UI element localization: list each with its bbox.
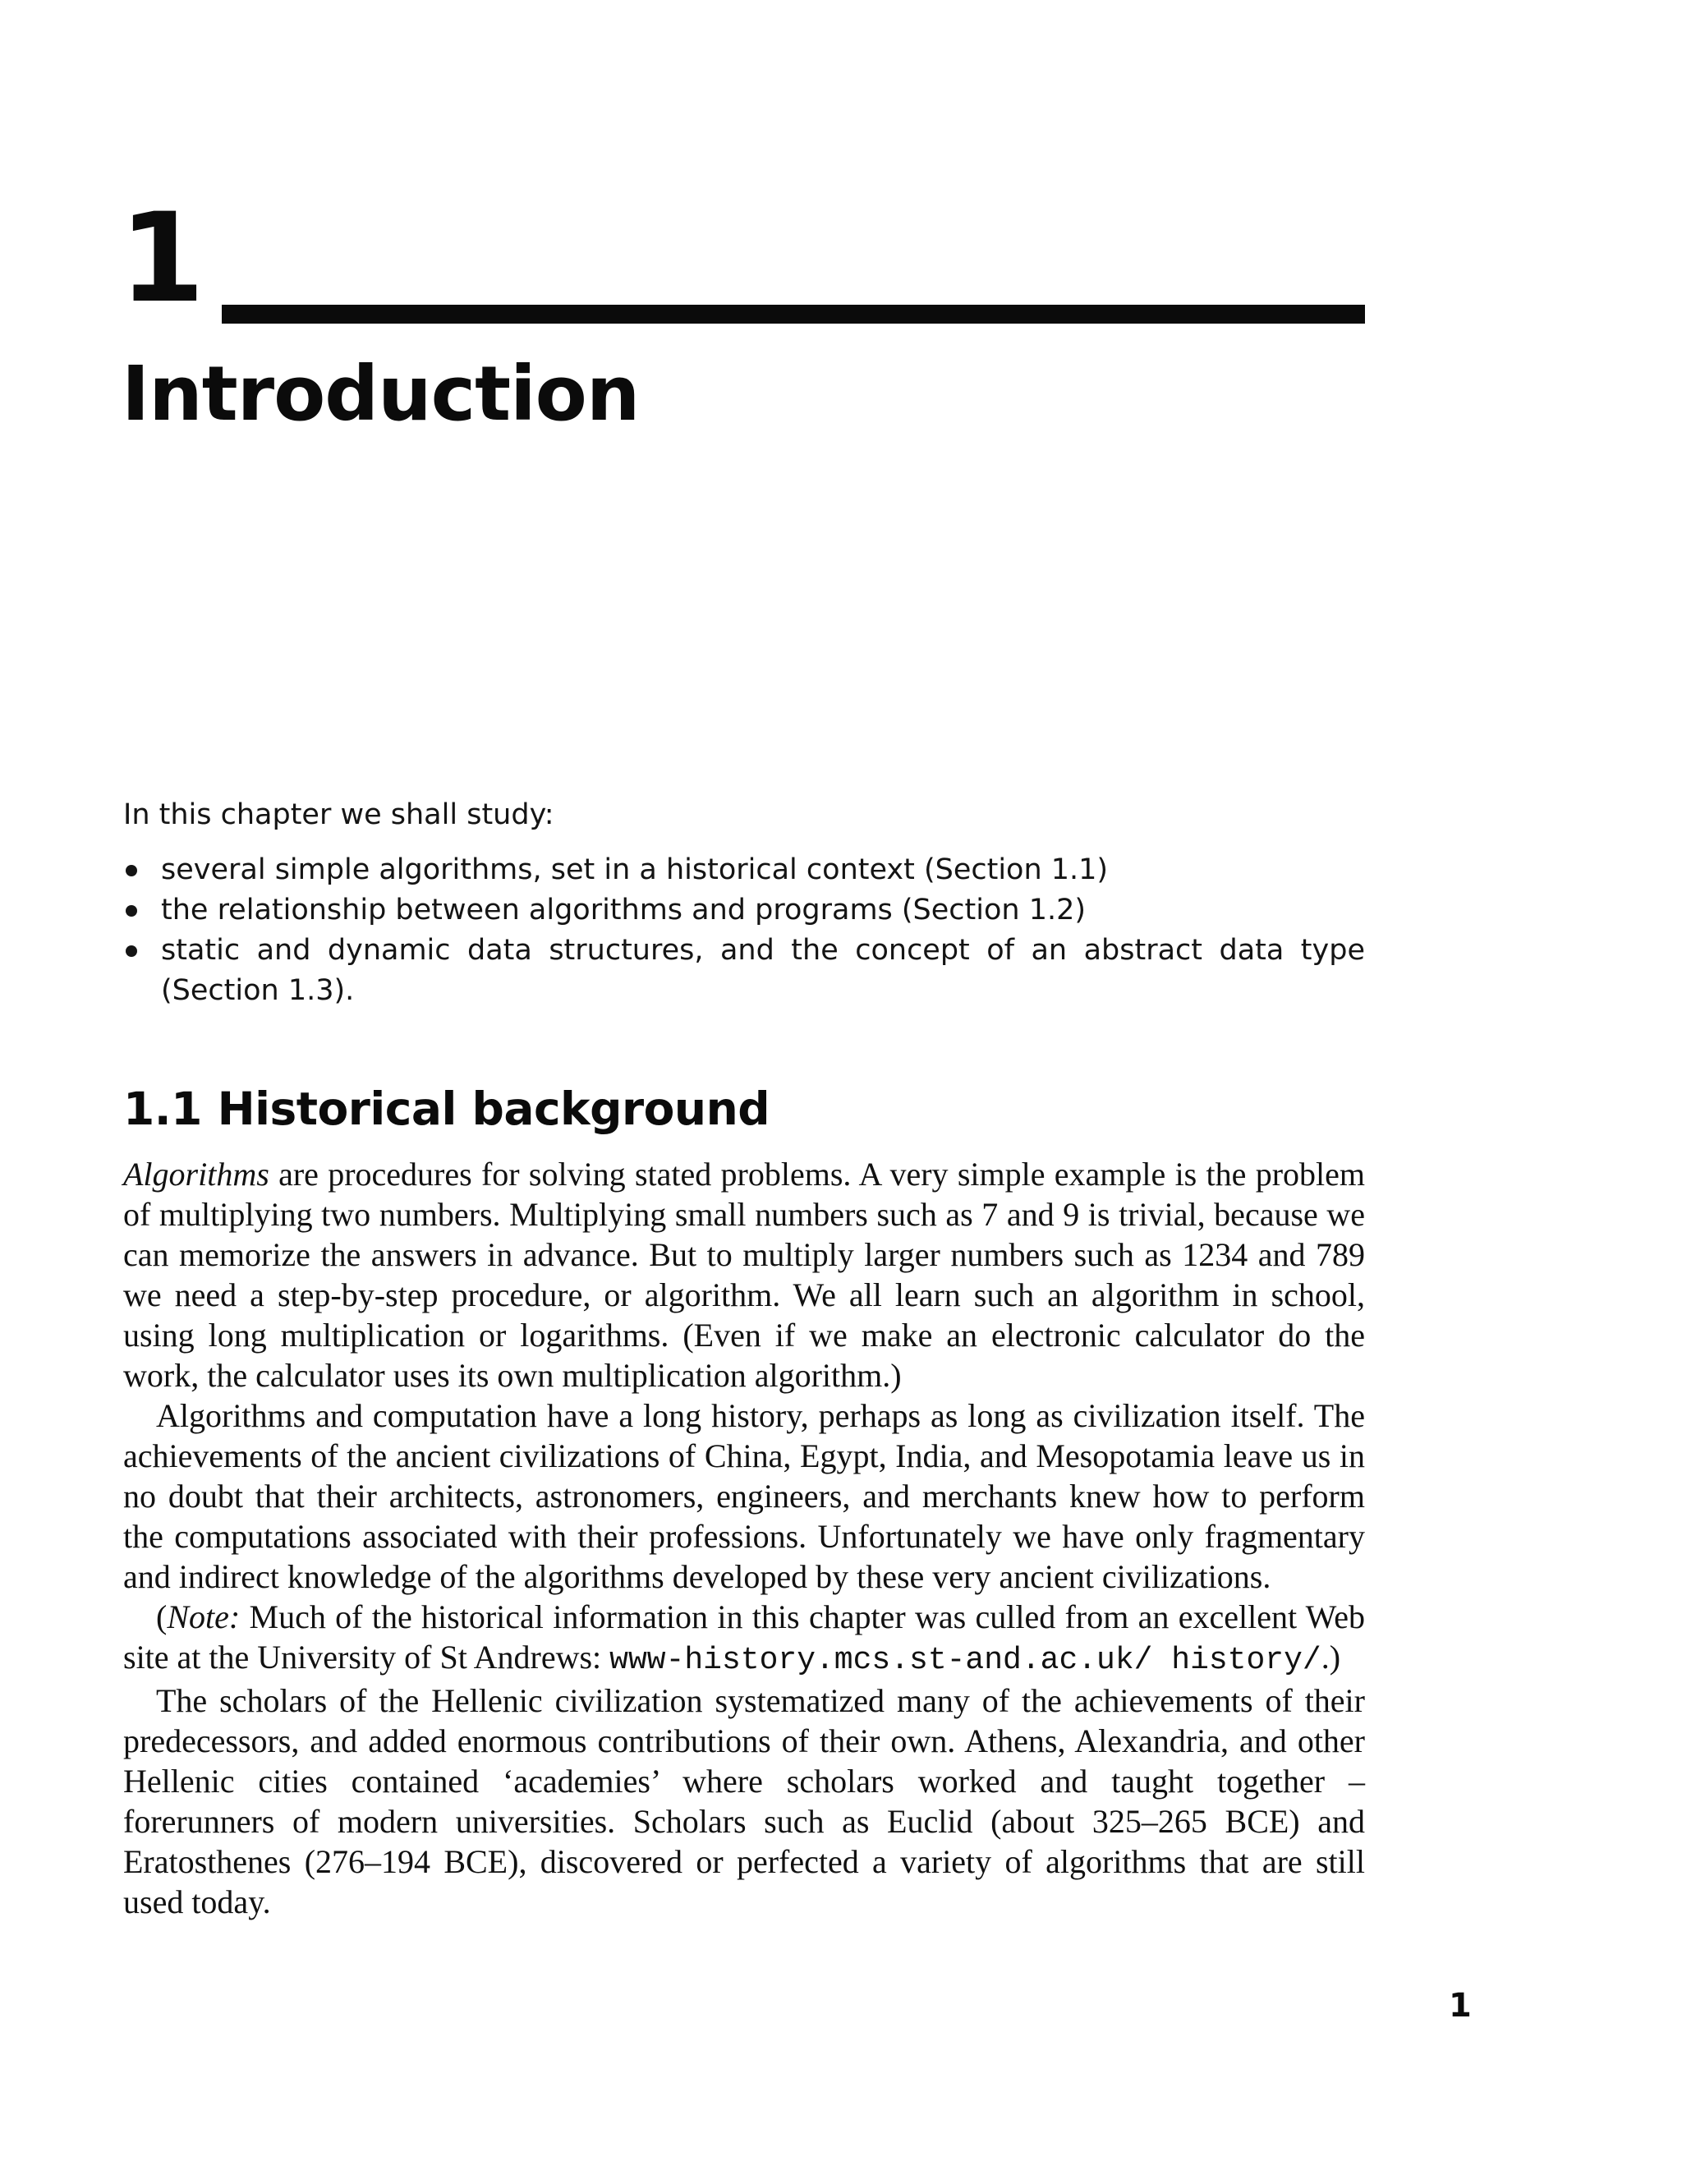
list-item bbox=[123, 850, 1365, 890]
paragraph bbox=[123, 1154, 1365, 1395]
bullet-icon bbox=[126, 865, 137, 876]
list-item-text: static and dynamic data structures, and the concept of an abstract data type (Section 1.3). bbox=[161, 934, 1365, 1007]
chapter-intro-lead: In this chapter we shall study: bbox=[123, 798, 554, 831]
chapter-objectives-list bbox=[123, 850, 1365, 1011]
page-number: 1 bbox=[1449, 1987, 1472, 2025]
list-item-text: the relationship between algorithms and programs (Section 1.2) bbox=[161, 894, 1087, 926]
paragraph-text: Much of the historical information in this chapter was culled from an excellent Web site at the University of St Andrews: bbox=[123, 1598, 1365, 1676]
paragraph-text: are procedures for solving stated problems. A very simple example is the problem of multiplying two numbers. Multiplying small numbers such as 7 and 9 is trivial, because we can memorize the answers in advance. But to multiply larger numbers such as 1234 and 789 we need a step-by-step procedure, or algorithm. We all learn such an algorithm in school, using long multiplication or logarithms. (Even if we make an electronic calculator do the work, the calculator uses its own multiplication algorithm.) bbox=[123, 1156, 1365, 1394]
note-label: Note: bbox=[167, 1598, 241, 1635]
bullet-icon bbox=[126, 905, 137, 917]
website-url: www-history.mcs.st-and.ac.uk/ history/ bbox=[609, 1643, 1321, 1678]
list-item bbox=[123, 890, 1365, 931]
emphasized-term: Algorithms bbox=[123, 1156, 269, 1193]
paragraph: Algorithms and computation have a long history, perhaps as long as civilization itself. The achievements of the ancient civilizations of China, Egypt, India, and Mesopotamia leave us in no doubt that their architects, astronomers, engineers, and merchants knew how to perform the computations associated with their professions. Unfortunately we have only fragmentary and indirect knowledge of the algorithms developed by these very ancient civilizations. bbox=[123, 1397, 1365, 1595]
note-close: .) bbox=[1321, 1639, 1341, 1676]
paragraph bbox=[123, 1597, 1365, 1681]
bullet-icon bbox=[126, 945, 137, 957]
section-body bbox=[123, 1154, 1365, 1922]
note-open-paren: ( bbox=[156, 1598, 168, 1635]
chapter-rule bbox=[222, 305, 1365, 324]
chapter-title: Introduction bbox=[122, 350, 640, 438]
chapter-number: 1 bbox=[119, 187, 205, 330]
list-item bbox=[123, 931, 1365, 1011]
list-item-text: several simple algorithms, set in a historical context (Section 1.1) bbox=[161, 853, 1109, 886]
section-heading: 1.1 Historical background bbox=[123, 1083, 770, 1135]
paragraph: The scholars of the Hellenic civilization systematized many of the achievements of their predecessors, and added enormous contributions of their own. Athens, Alexandria, and other Hellenic cities contained ‘academies’ where scholars worked and taught together – forerunners of modern universities. Scholars such as Euclid (about 325–265 BCE) and Eratosthenes (276–194 BCE), discovered or perfected a variety of algorithms that are still used today. bbox=[123, 1682, 1365, 1920]
